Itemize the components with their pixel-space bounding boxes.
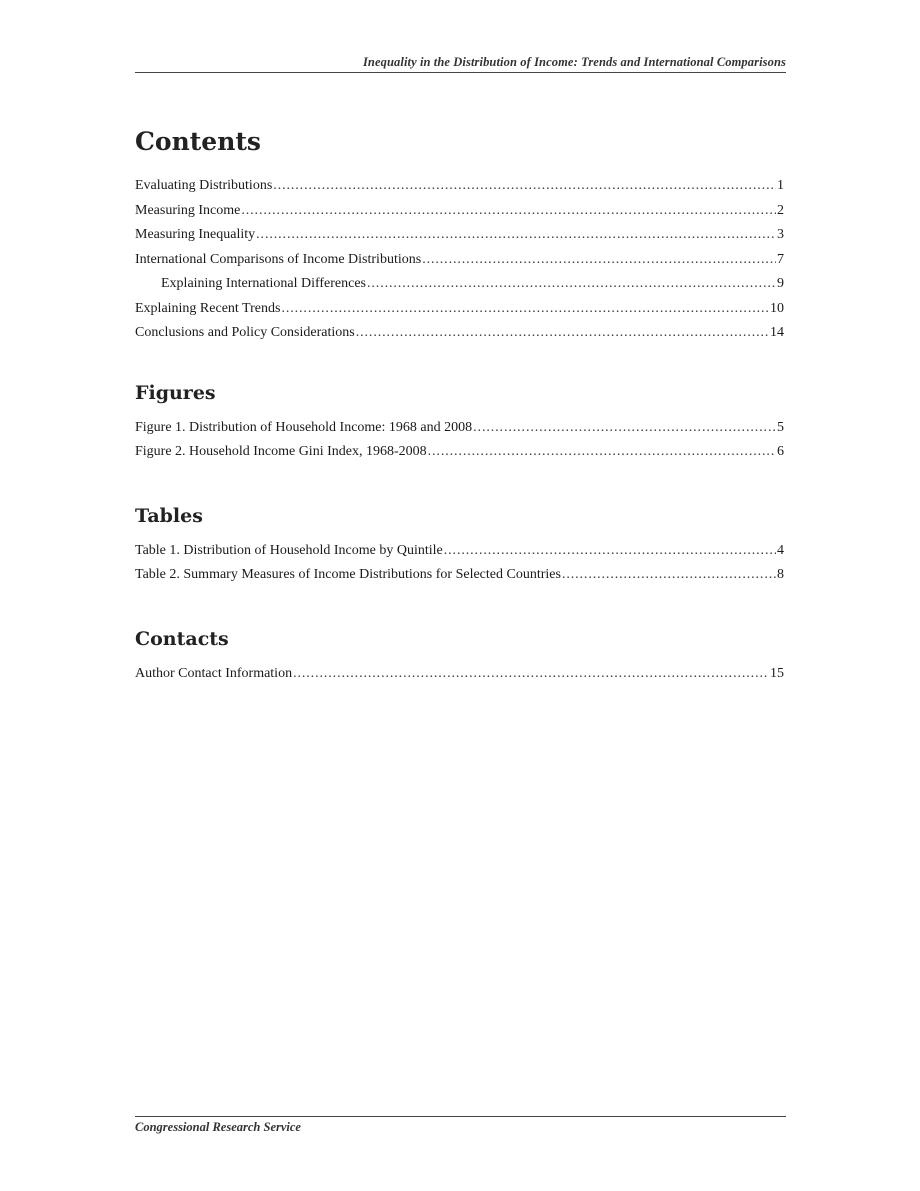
toc-entry-page: 5 bbox=[777, 419, 784, 435]
dot-leader bbox=[367, 272, 776, 297]
toc-entry-explaining-international-differences[interactable] bbox=[135, 272, 784, 297]
toc-entry-explaining-recent-trends[interactable] bbox=[135, 297, 784, 322]
header-rule bbox=[135, 72, 786, 73]
toc-entry-figure-1[interactable] bbox=[135, 416, 784, 441]
toc-entry-table-1[interactable] bbox=[135, 539, 784, 564]
dot-leader bbox=[241, 199, 776, 224]
toc-entry-title: International Comparisons of Income Distributions bbox=[135, 251, 422, 267]
toc-entry-measuring-income[interactable] bbox=[135, 199, 784, 224]
dot-leader bbox=[293, 662, 769, 687]
contents-list bbox=[135, 174, 784, 346]
toc-entry-measuring-inequality[interactable] bbox=[135, 223, 784, 248]
tables-section bbox=[135, 501, 784, 588]
tables-list bbox=[135, 539, 784, 588]
toc-entry-page: 10 bbox=[770, 300, 784, 316]
dot-leader bbox=[281, 297, 769, 322]
figures-list bbox=[135, 416, 784, 465]
dot-leader bbox=[256, 223, 776, 248]
dot-leader bbox=[422, 248, 776, 273]
toc-entry-title: Explaining International Differences bbox=[161, 276, 366, 291]
toc-entry-page: 15 bbox=[770, 665, 784, 681]
toc-entry-international-comparisons[interactable] bbox=[135, 248, 784, 273]
toc-entry-title: Measuring Inequality bbox=[135, 227, 256, 242]
toc-entry-page: 1 bbox=[777, 178, 784, 193]
toc-entry-title: Evaluating Distributions bbox=[135, 178, 273, 193]
toc-entry-page: 7 bbox=[777, 251, 784, 267]
contacts-list bbox=[135, 662, 784, 687]
running-header: Inequality in the Distribution of Income: Trends and International Comparisons bbox=[362, 55, 786, 69]
contacts-section bbox=[135, 624, 784, 687]
toc-entry-title: Measuring Income bbox=[135, 202, 241, 218]
toc-entry-page: 14 bbox=[770, 325, 784, 340]
toc-entry-title: Table 1. Distribution of Household Income by Quintile bbox=[135, 542, 443, 558]
toc-entry-title: Figure 2. Household Income Gini Index, 1968-2008 bbox=[135, 444, 427, 459]
contacts-heading: Contacts bbox=[135, 627, 229, 650]
toc-entry-evaluating-distributions[interactable] bbox=[135, 174, 784, 199]
toc-entry-conclusions[interactable] bbox=[135, 321, 784, 346]
table-of-contents bbox=[135, 120, 784, 722]
dot-leader bbox=[428, 440, 776, 465]
toc-entry-figure-2[interactable] bbox=[135, 440, 784, 465]
dot-leader bbox=[562, 563, 776, 588]
dot-leader bbox=[473, 416, 776, 441]
toc-entry-page: 6 bbox=[777, 444, 784, 459]
dot-leader bbox=[273, 174, 776, 199]
contents-heading: Contents bbox=[135, 127, 262, 156]
toc-entry-page: 3 bbox=[777, 227, 784, 242]
toc-entry-page: 9 bbox=[777, 276, 784, 291]
toc-entry-author-contact[interactable] bbox=[135, 662, 784, 687]
toc-entry-table-2[interactable] bbox=[135, 563, 784, 588]
figures-section bbox=[135, 378, 784, 465]
toc-entry-title: Table 2. Summary Measures of Income Distributions for Selected Countries bbox=[135, 567, 561, 582]
contents-section bbox=[135, 120, 784, 346]
toc-entry-page: 2 bbox=[777, 202, 784, 218]
toc-entry-title: Figure 1. Distribution of Household Income: 1968 and 2008 bbox=[135, 419, 473, 435]
tables-heading: Tables bbox=[135, 504, 203, 527]
figures-heading: Figures bbox=[135, 381, 216, 404]
toc-entry-title: Explaining Recent Trends bbox=[135, 300, 281, 316]
toc-entry-page: 8 bbox=[777, 567, 784, 582]
dot-leader bbox=[356, 321, 769, 346]
footer-rule bbox=[135, 1116, 786, 1117]
toc-entry-title: Author Contact Information bbox=[135, 665, 293, 681]
running-footer: Congressional Research Service bbox=[135, 1120, 301, 1134]
toc-entry-title: Conclusions and Policy Considerations bbox=[135, 325, 355, 340]
dot-leader bbox=[444, 539, 776, 564]
toc-entry-page: 4 bbox=[777, 542, 784, 558]
